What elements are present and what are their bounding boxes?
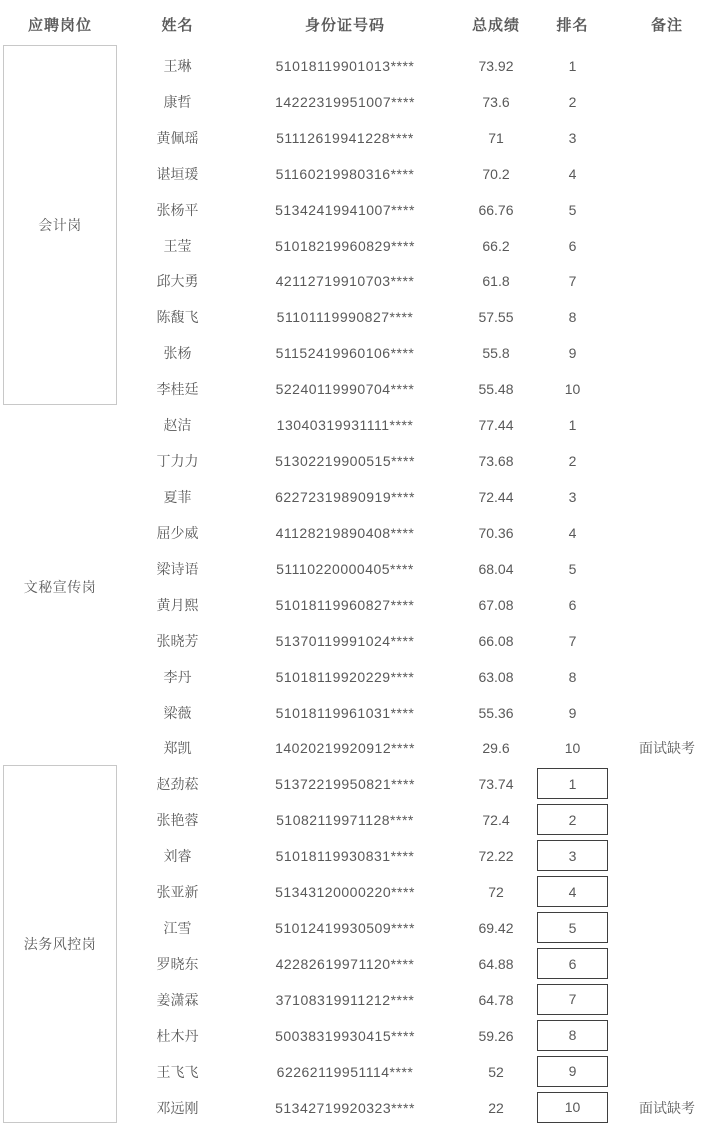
name-cell: 康哲 (163, 93, 192, 110)
remark-cell (608, 982, 726, 1018)
rank-cell (537, 946, 608, 982)
remark-cell (608, 264, 726, 300)
rank-value: 2 (568, 453, 577, 470)
remark-cell: 面试缺考 (639, 1099, 695, 1116)
total-score-cell: 22 (488, 1099, 504, 1116)
id-number-cell: 51152419960106**** (275, 345, 415, 362)
rank-cell (537, 838, 608, 874)
id-number-cell: 42282619971120**** (275, 956, 415, 972)
name-cell: 赵洁 (163, 417, 192, 434)
remark-cell (608, 1054, 726, 1090)
rank-cell (537, 731, 608, 767)
name-cell: 李丹 (163, 668, 192, 685)
id-number-cell: 51018119960827**** (275, 596, 415, 613)
name-cell: 屈少威 (156, 524, 199, 541)
rank-value: 6 (568, 596, 577, 613)
remark-cell (608, 407, 726, 443)
rank-cell (537, 551, 608, 587)
header-cell-name: 姓名 (161, 16, 194, 34)
id-number-cell: 51372219950821**** (275, 776, 415, 793)
rank-cell (537, 587, 608, 623)
name-cell: 刘睿 (163, 848, 192, 865)
remark-cell (608, 659, 726, 695)
rank-value: 7 (568, 632, 577, 649)
remark-cell (608, 84, 726, 120)
name-cell: 王琳 (163, 57, 192, 74)
rank-cell (537, 982, 608, 1018)
rank-value: 9 (537, 1056, 608, 1087)
rank-value: 8 (568, 668, 577, 685)
name-cell: 丁力力 (156, 453, 199, 470)
rank-value: 4 (537, 876, 608, 907)
id-number-cell: 51018119901013**** (275, 57, 415, 74)
rank-value: 2 (568, 93, 577, 110)
rank-value: 1 (568, 417, 577, 434)
name-cell: 郑凯 (163, 740, 192, 757)
rank-cell (537, 1054, 608, 1090)
total-score-cell: 52 (488, 1063, 504, 1080)
rank-value: 2 (537, 804, 608, 835)
id-number-cell: 51082119971128**** (276, 812, 414, 829)
name-cell: 姜潇霖 (156, 991, 199, 1008)
id-number-cell: 51342719920323**** (275, 1099, 415, 1116)
rank-cell (537, 1090, 608, 1126)
id-number-cell: 51012419930509**** (275, 920, 415, 937)
rank-cell (537, 264, 608, 300)
remark-cell: 面试缺考 (639, 740, 695, 757)
rank-cell (537, 443, 608, 479)
id-number-cell: 51101119990827**** (276, 309, 414, 326)
remark-cell (608, 299, 726, 335)
remark-cell (608, 371, 726, 407)
total-score-cell: 73.6 (482, 93, 510, 110)
remark-cell (608, 623, 726, 659)
name-cell: 李桂廷 (156, 381, 199, 398)
id-number-cell: 50038319930415**** (275, 1027, 415, 1044)
total-score-cell: 68.04 (478, 560, 514, 577)
rank-value: 7 (568, 273, 577, 290)
id-number-cell: 42112719910703**** (275, 273, 415, 290)
remark-cell (608, 874, 726, 910)
total-score-cell: 55.36 (478, 704, 514, 721)
id-number-cell: 51018219960829**** (275, 237, 415, 254)
remark-cell (608, 587, 726, 623)
rank-value: 5 (537, 912, 608, 943)
remark-cell (608, 120, 726, 156)
total-score-cell: 66.76 (478, 201, 514, 218)
total-score-cell: 67.08 (478, 596, 514, 613)
total-score-cell: 55.8 (482, 345, 510, 362)
remark-cell (608, 695, 726, 731)
total-score-cell: 59.26 (478, 1027, 514, 1044)
remark-cell (608, 156, 726, 192)
name-cell: 王飞飞 (156, 1063, 199, 1080)
position-cell-secretary-publicity: 文秘宣传岗 (23, 579, 97, 595)
remark-cell (608, 479, 726, 515)
rank-value: 3 (568, 129, 577, 146)
remark-cell (608, 766, 726, 802)
rank-cell (537, 623, 608, 659)
rank-cell (537, 695, 608, 731)
remark-cell (608, 802, 726, 838)
total-score-cell: 70.2 (482, 165, 510, 182)
id-number-cell: 51342419941007**** (275, 201, 415, 218)
table-header (0, 0, 726, 48)
id-number-cell: 14222319951007**** (275, 93, 415, 110)
remark-cell (608, 946, 726, 982)
position-cell-accounting: 会计岗 (3, 45, 117, 405)
name-cell: 梁薇 (163, 704, 192, 721)
rank-cell (537, 84, 608, 120)
remark-cell (608, 48, 726, 84)
name-cell: 黄月熙 (156, 596, 199, 613)
header-cell-position: 应聘岗位 (27, 16, 92, 34)
rank-value: 1 (537, 768, 608, 799)
rank-value: 9 (568, 345, 577, 362)
id-number-cell: 14020219920912**** (275, 740, 415, 757)
rank-cell (537, 371, 608, 407)
total-score-cell: 61.8 (482, 273, 510, 290)
rank-cell (537, 1018, 608, 1054)
total-score-cell: 63.08 (478, 668, 514, 685)
id-number-cell: 51112619941228**** (276, 129, 414, 146)
id-number-cell: 51018119961031**** (275, 704, 415, 721)
remark-cell (608, 1018, 726, 1054)
rank-value: 10 (537, 1092, 608, 1123)
total-score-cell: 72.22 (478, 848, 514, 865)
remark-cell (608, 192, 726, 228)
rank-value: 4 (568, 524, 577, 541)
remark-cell (608, 910, 726, 946)
rank-value: 8 (537, 1020, 608, 1051)
rank-value: 7 (537, 984, 608, 1015)
name-cell: 张亚新 (156, 884, 199, 901)
rank-cell (537, 802, 608, 838)
id-number-cell: 62272319890919**** (275, 489, 415, 506)
rank-value: 6 (537, 948, 608, 979)
total-score-cell: 72 (488, 884, 504, 901)
rank-cell (537, 335, 608, 371)
id-number-cell: 51302219900515**** (275, 453, 415, 470)
rank-cell (537, 192, 608, 228)
name-cell: 王莹 (163, 237, 192, 254)
rank-value: 6 (568, 237, 577, 254)
name-cell: 杜木丹 (156, 1027, 199, 1044)
total-score-cell: 73.74 (478, 776, 514, 793)
total-score-cell: 72.4 (482, 812, 510, 829)
rank-value: 8 (568, 309, 577, 326)
rank-cell (537, 156, 608, 192)
name-cell: 张晓芳 (156, 632, 199, 649)
total-score-cell: 69.42 (478, 920, 514, 937)
total-score-cell: 77.44 (478, 417, 514, 434)
rank-cell (537, 228, 608, 264)
rank-cell (537, 48, 608, 84)
total-score-cell: 57.55 (478, 309, 514, 326)
rank-value: 10 (564, 381, 581, 398)
name-cell: 张艳蓉 (156, 812, 199, 829)
id-number-cell: 37108319911212**** (275, 991, 415, 1008)
rank-cell (537, 120, 608, 156)
rank-cell (537, 407, 608, 443)
id-number-cell: 51018119920229**** (275, 668, 415, 685)
total-score-cell: 64.78 (478, 991, 514, 1008)
rank-value: 4 (568, 165, 577, 182)
total-score-cell: 64.88 (478, 956, 514, 972)
rank-value: 3 (568, 489, 577, 506)
rank-value: 1 (568, 57, 577, 74)
position-cell-legal-risk-control: 法务风控岗 (3, 765, 117, 1123)
id-number-cell: 52240119990704**** (275, 381, 415, 398)
id-number-cell: 41128219890408**** (275, 524, 415, 541)
remark-cell (608, 551, 726, 587)
header-cell-total-score: 总成绩 (471, 16, 520, 34)
rank-cell (537, 659, 608, 695)
name-cell: 赵劲菘 (156, 776, 199, 793)
name-cell: 梁诗语 (156, 560, 199, 577)
name-cell: 张杨 (163, 345, 192, 362)
total-score-cell: 73.68 (478, 453, 514, 470)
rank-cell (537, 299, 608, 335)
rank-value: 3 (537, 840, 608, 871)
total-score-cell: 66.08 (478, 632, 514, 649)
name-cell: 张杨平 (156, 201, 199, 218)
total-score-cell: 71 (488, 129, 504, 146)
total-score-cell: 29.6 (482, 740, 510, 757)
total-score-cell: 55.48 (478, 381, 514, 398)
name-cell: 江雪 (163, 920, 192, 937)
name-cell: 邱大勇 (156, 273, 199, 290)
remark-cell (608, 335, 726, 371)
remark-cell (608, 838, 726, 874)
rank-value: 10 (564, 740, 581, 757)
remark-cell (608, 515, 726, 551)
remark-cell (608, 228, 726, 264)
rank-cell (537, 515, 608, 551)
name-cell: 陈馥飞 (156, 309, 199, 326)
rank-cell (537, 766, 608, 802)
total-score-cell: 72.44 (478, 489, 514, 506)
id-number-cell: 51370119991024**** (275, 632, 415, 649)
name-cell: 罗晓东 (156, 956, 199, 972)
remark-cell (608, 443, 726, 479)
total-score-cell: 73.92 (478, 57, 514, 74)
rank-cell (537, 874, 608, 910)
id-number-cell: 13040319931111**** (276, 417, 414, 434)
name-cell: 邓远刚 (156, 1099, 199, 1116)
header-cell-remark: 备注 (650, 16, 683, 34)
id-number-cell: 51160219980316**** (275, 165, 415, 182)
id-number-cell: 51018119930831**** (275, 848, 415, 865)
header-cell-rank: 排名 (556, 16, 589, 34)
rank-value: 5 (568, 560, 577, 577)
id-number-cell: 51343120000220**** (275, 884, 415, 901)
rank-value: 9 (568, 704, 577, 721)
total-score-cell: 66.2 (482, 237, 510, 254)
name-cell: 夏菲 (163, 489, 192, 506)
id-number-cell: 62262119951114**** (276, 1063, 414, 1080)
name-cell: 黄佩瑶 (156, 129, 199, 146)
total-score-cell: 70.36 (478, 524, 514, 541)
rank-value: 5 (568, 201, 577, 218)
rank-cell (537, 479, 608, 515)
name-cell: 谌垣瑗 (156, 165, 199, 182)
id-number-cell: 51110220000405**** (276, 560, 414, 577)
rank-cell (537, 910, 608, 946)
header-cell-id-number: 身份证号码 (304, 16, 385, 34)
